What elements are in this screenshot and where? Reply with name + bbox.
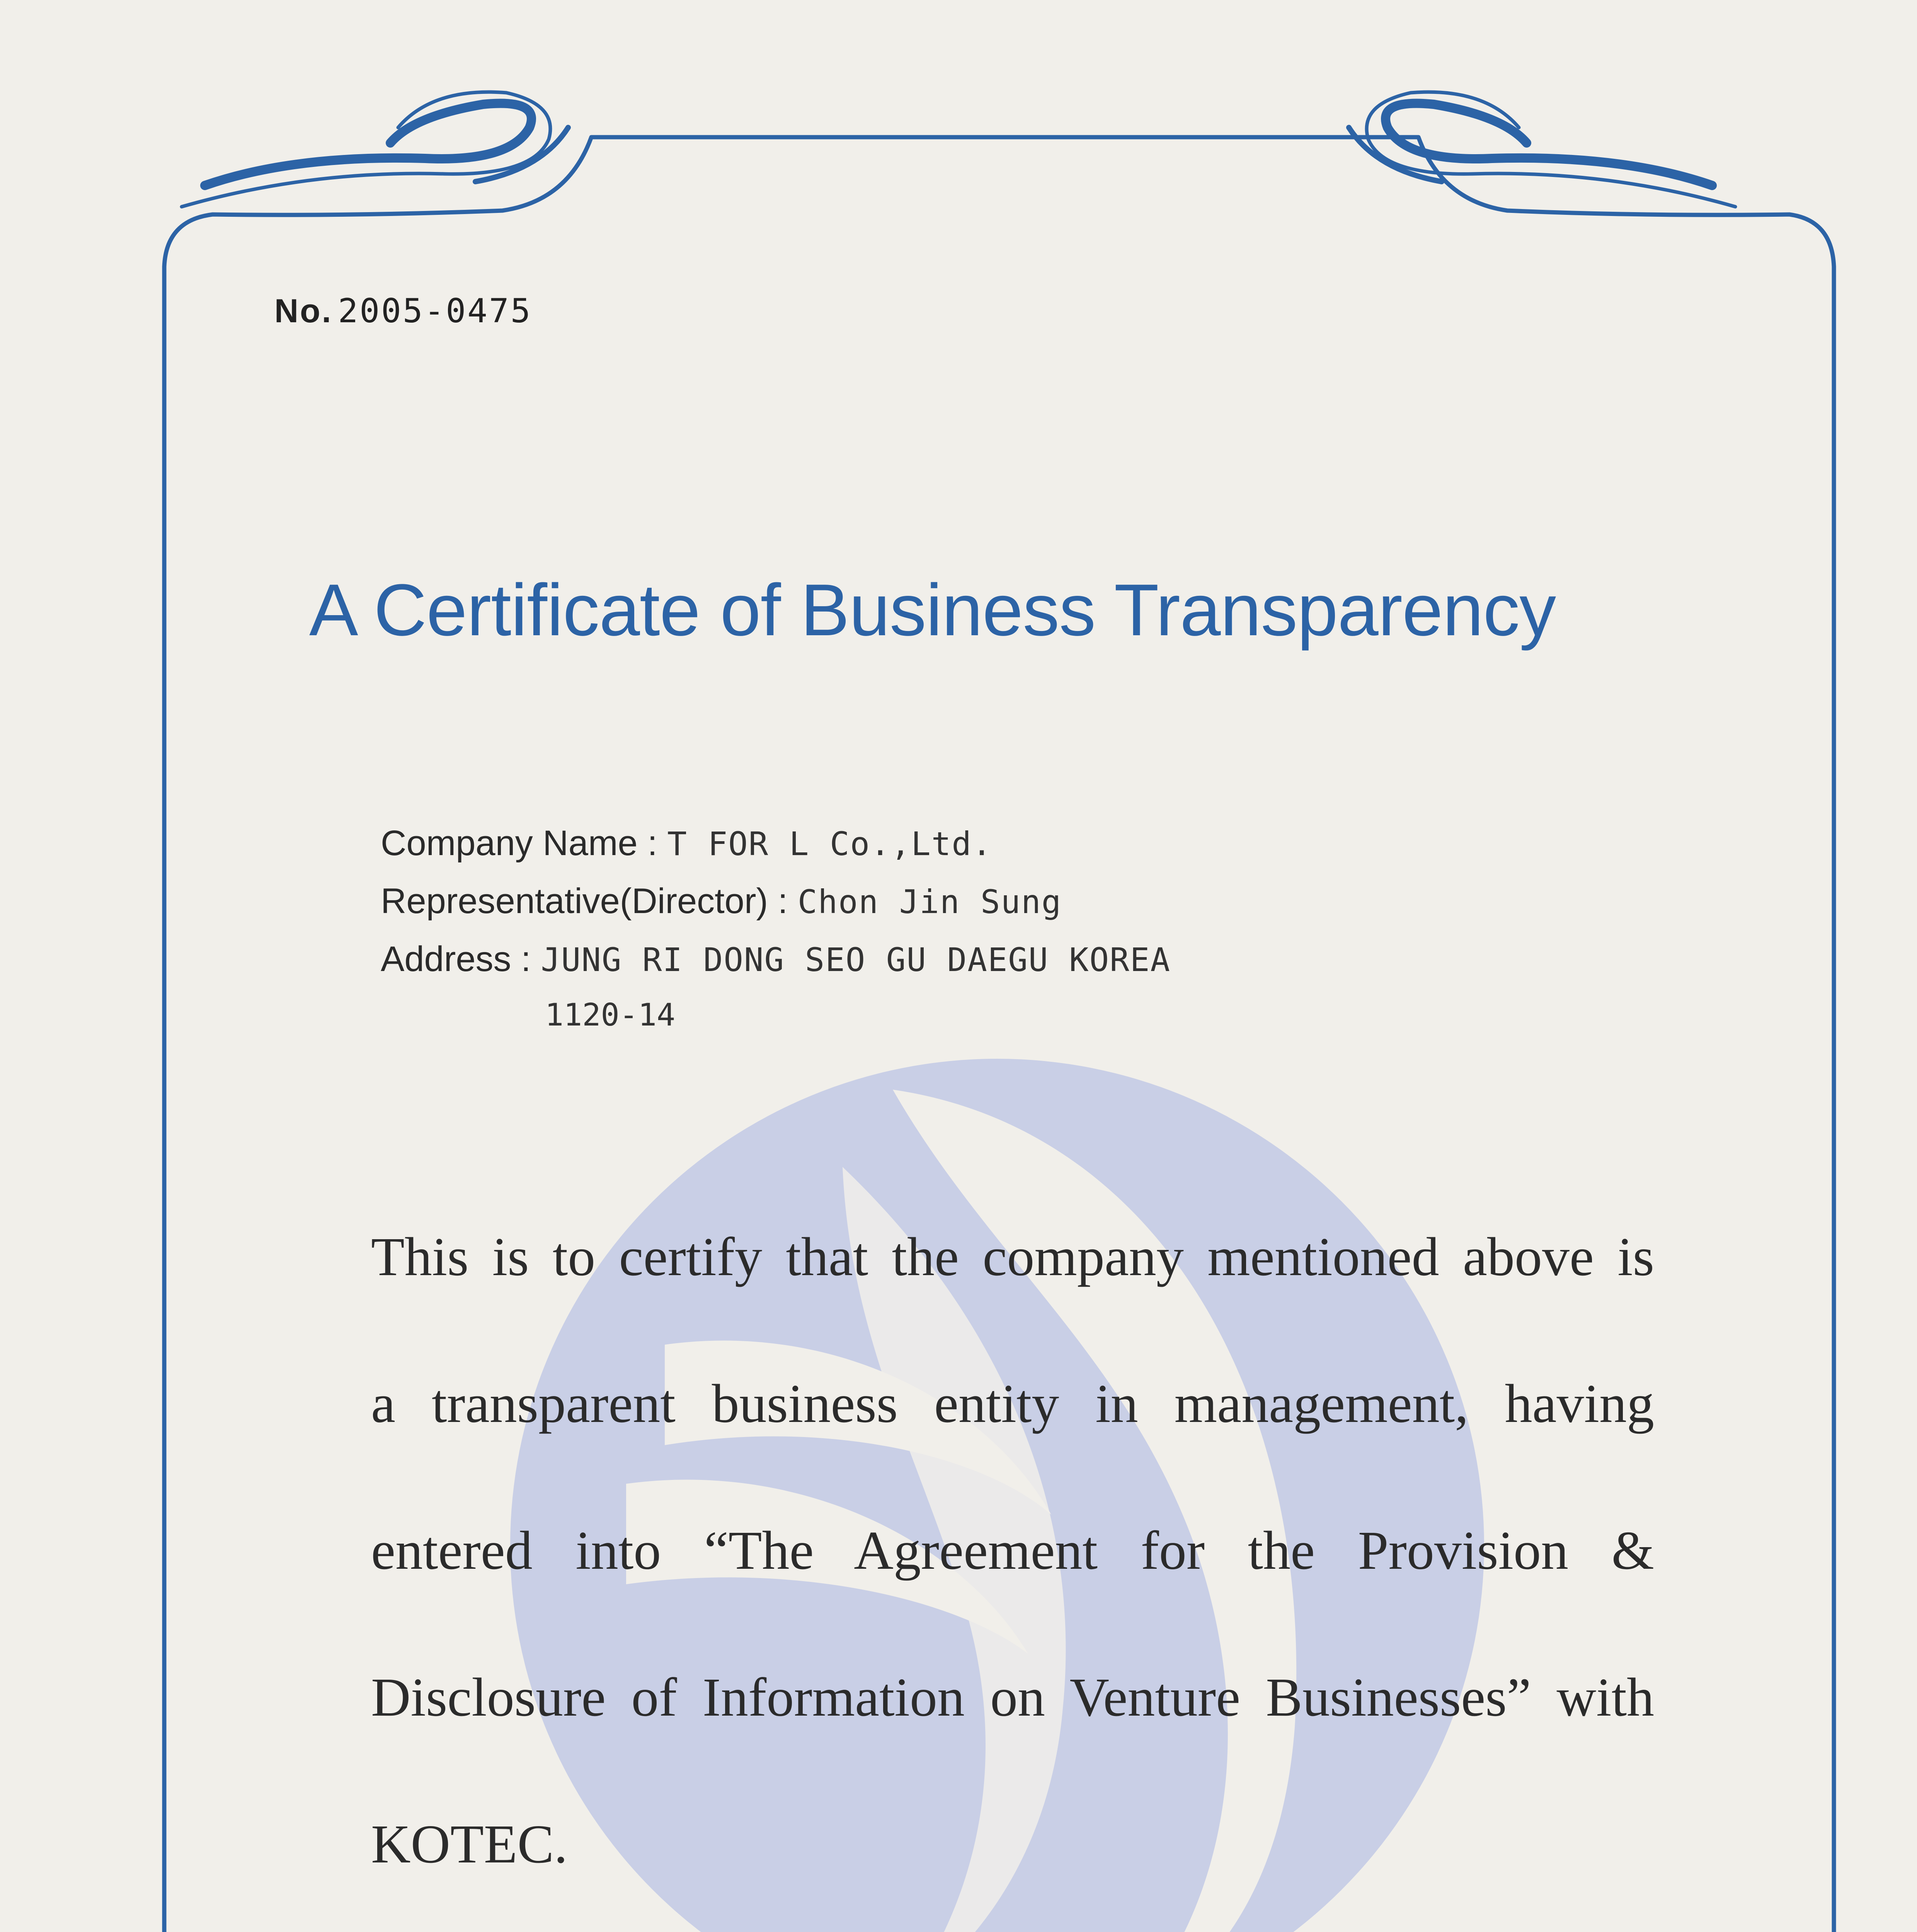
address-line2: 1120-14 <box>545 997 676 1033</box>
certificate-number-value: 2005-0475 <box>338 292 532 330</box>
statement-line-1: This is to certify that the company mentioned above is <box>371 1226 1654 1287</box>
company-name-value: T FOR L Co.,Ltd. <box>667 825 993 863</box>
statement-line-5: KOTEC. <box>371 1813 568 1874</box>
representative-value: Chon Jin Sung <box>797 883 1062 921</box>
company-name-row <box>381 823 993 864</box>
statement-line-2: a transparent business entity in management, having <box>371 1373 1654 1434</box>
representative-label: Representative(Director) : <box>381 881 788 921</box>
company-name-label: Company Name : <box>381 823 657 863</box>
address-label: Address : <box>381 939 531 979</box>
statement-line-3: entered into “The Agreement for the Provision & <box>371 1520 1654 1581</box>
certificate-number-label: No. <box>274 293 333 330</box>
kotec-watermark-icon <box>502 1051 1492 1932</box>
statement-line-4: Disclosure of Information on Venture Businesses” with <box>371 1667 1654 1728</box>
address-line1: JUNG RI DONG SEO GU DAEGU KOREA <box>541 941 1171 979</box>
certificate-title: A Certificate of Business Transparency <box>309 569 1556 651</box>
certificate-number <box>274 292 532 330</box>
address-row <box>381 939 1171 980</box>
representative-row <box>381 881 1062 922</box>
